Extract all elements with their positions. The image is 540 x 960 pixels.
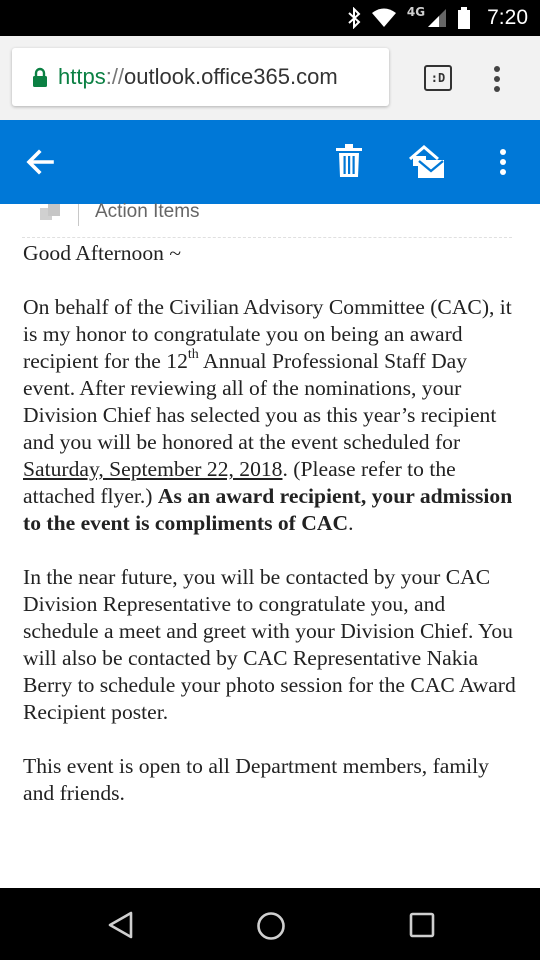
mark-read-icon[interactable] <box>408 145 444 178</box>
divider <box>78 204 79 226</box>
paragraph-text: . <box>348 511 354 535</box>
bluetooth-icon <box>347 7 361 29</box>
divider <box>22 237 512 238</box>
url-scheme: https <box>58 64 106 89</box>
nav-home-icon[interactable] <box>255 910 287 942</box>
browser-toolbar <box>0 36 540 120</box>
browser-menu-button[interactable] <box>494 66 500 92</box>
email-greeting: Good Afternoon ~ <box>23 241 182 265</box>
mail-toolbar <box>0 120 540 204</box>
trash-icon[interactable] <box>336 144 362 178</box>
wifi-icon <box>371 8 397 28</box>
email-paragraph-3: This event is open to all Department members, family and friends. <box>23 754 489 805</box>
dot <box>500 149 506 155</box>
url-host: outlook.office365.com <box>124 64 338 89</box>
mail-more-button[interactable] <box>500 149 506 175</box>
lock-icon <box>32 67 48 87</box>
folder-label: Action Items <box>95 201 200 222</box>
dot <box>494 86 500 92</box>
folder-row <box>0 201 540 238</box>
superscript: th <box>187 346 199 362</box>
dot <box>500 169 506 175</box>
url-text <box>58 64 338 90</box>
paragraph-text: Annual Professional Staff Day event. After reviewing all of the nominations, your Division Chief has selected you as this year’s recipient and you will be honored at the event scheduled for <box>23 349 497 454</box>
dot <box>494 66 500 72</box>
email-paragraph-2: In the near future, you will be contacted by your CAC Division Representative to congratulate you, and schedule a meet and greet with your Division Chief. You will also be contacted by CAC Representative Nakia Berry to schedule your photo session for the CAC Award Recipient poster. <box>23 565 516 724</box>
status-time: 7:20 <box>487 6 528 29</box>
tab-switcher-button[interactable]: :D <box>424 65 452 91</box>
url-separator: :// <box>105 64 125 89</box>
nav-recents-icon[interactable] <box>408 911 436 939</box>
email-paragraph-1 <box>23 294 523 537</box>
paragraph-text: On behalf of the Civilian Advisory Committee (CAC), it is my honor to congratulate you on being an award recipient for the 12 <box>23 295 512 373</box>
signal-icon <box>427 8 447 28</box>
paragraph-text: . (Please refer to the attached flyer.) <box>23 457 456 508</box>
email-body <box>23 240 523 834</box>
bold-statement: As an award recipient, your admission to the event is compliments of CAC <box>23 484 513 535</box>
tag-icon <box>38 204 64 224</box>
dot <box>494 76 500 82</box>
nav-back-icon[interactable] <box>106 910 134 940</box>
event-date: Saturday, September 22, 2018 <box>23 457 283 481</box>
network-type-label: 4G <box>406 5 426 19</box>
status-bar <box>0 0 540 36</box>
dot <box>500 159 506 165</box>
back-arrow-icon[interactable] <box>26 149 54 175</box>
address-bar[interactable] <box>12 48 389 106</box>
status-icons <box>347 0 528 36</box>
battery-icon <box>457 7 471 29</box>
